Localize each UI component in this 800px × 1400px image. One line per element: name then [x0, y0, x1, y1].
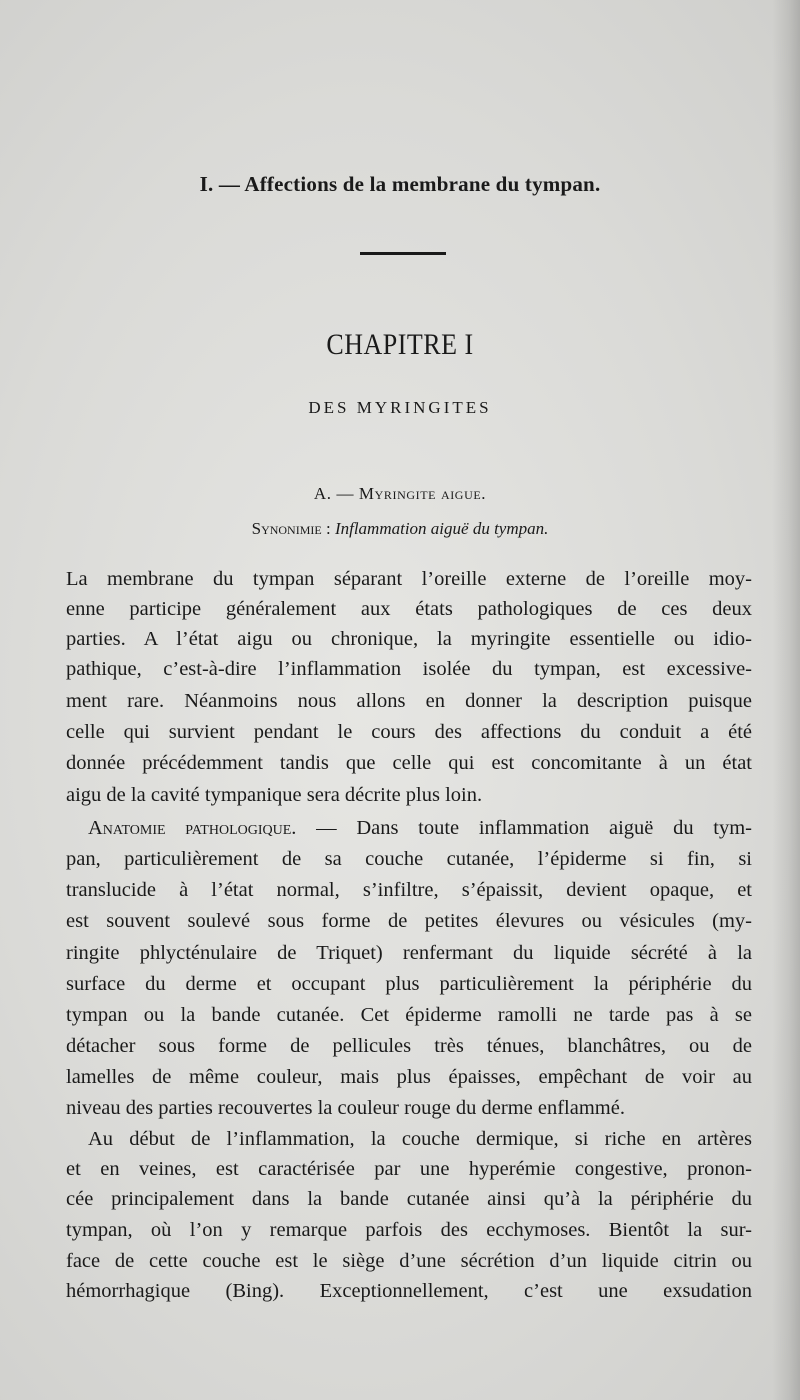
body-line: La membrane du tympan séparant l’oreille externe de l’oreille moy- [66, 568, 752, 590]
body-line: pathique, c’est-à-dire l’inflammation isolée du tympan, est excessive- [66, 658, 752, 680]
synonym-line [0, 519, 800, 539]
anatomy-label: Anatomie pathologique. — [88, 817, 337, 839]
body-line: et en veines, est caractérisée par une hyperémie congestive, pronon- [66, 1158, 752, 1180]
body-line: parties. A l’état aigu ou chronique, la myringite essentielle ou idio- [66, 628, 752, 650]
body-line: celle qui survient pendant le cours des affections du conduit a été [66, 721, 752, 743]
body-line: ringite phlycténulaire de Triquet) renfermant du liquide sécrété à la [66, 942, 752, 964]
body-line: tympan ou la bande cutanée. Cet épiderme ramolli ne tarde pas à se [66, 1004, 752, 1026]
body-line: surface du derme et occupant plus particulièrement la périphérie du [66, 973, 752, 995]
body-line: enne participe généralement aux états pathologiques de ces deux [66, 598, 752, 620]
heading-rule [360, 252, 446, 255]
body-line: cée principalement dans la bande cutanée ainsi qu’à la périphérie du [66, 1188, 752, 1210]
synonym-text: Inflammation aiguë du tympan. [334, 519, 549, 538]
body-line: est souvent soulevé sous forme de petites élevures ou vésicules (my- [66, 910, 752, 932]
anatomy-first-line [88, 815, 752, 841]
body-line: donnée précédemment tandis que celle qui est concomitante à un état [66, 752, 752, 774]
page-edge-shadow [772, 0, 800, 1400]
subsection-label: A. — [313, 484, 355, 503]
section-heading: I. — Affections de la membrane du tympan. [199, 172, 601, 196]
body-line: hémorrhagique (Bing). Exceptionnellement, c’est une exsudation [66, 1280, 752, 1302]
body-line: aigu de la cavité tympanique sera décrite plus loin. [66, 784, 483, 806]
body-line: tympan, où l’on y remarque parfois des ecchymoses. Bientôt la sur- [66, 1219, 752, 1241]
chapter-subtitle: DES MYRINGITES [308, 398, 492, 417]
chapter-title: CHAPITRE I [326, 328, 474, 361]
body-line: ment rare. Néanmoins nous allons en donner la description puisque [66, 690, 752, 712]
body-line: lamelles de même couleur, mais plus épaisses, empêchant de voir au [66, 1066, 752, 1088]
subsection-title: Myringite aigue. [358, 484, 487, 503]
synonym-label: Synonimie : [251, 519, 331, 538]
body-line: pan, particulièrement de sa couche cutanée, l’épiderme si fin, si [66, 848, 752, 870]
body-line: face de cette couche est le siège d’une sécrétion d’un liquide citrin ou [66, 1250, 752, 1272]
body-line: translucide à l’état normal, s’infiltre, s’épaissit, devient opaque, et [66, 879, 752, 901]
body-line: Au début de l’inflammation, la couche dermique, si riche en artères [88, 1128, 752, 1150]
body-line: détacher sous forme de pellicules très ténues, blanchâtres, ou de [66, 1035, 752, 1057]
subsection-heading [0, 484, 800, 504]
anatomy-first-line-text: Dans toute inflammation aiguë du tym- [356, 817, 752, 839]
body-line: niveau des parties recouvertes la couleur rouge du derme enflammé. [66, 1097, 625, 1119]
